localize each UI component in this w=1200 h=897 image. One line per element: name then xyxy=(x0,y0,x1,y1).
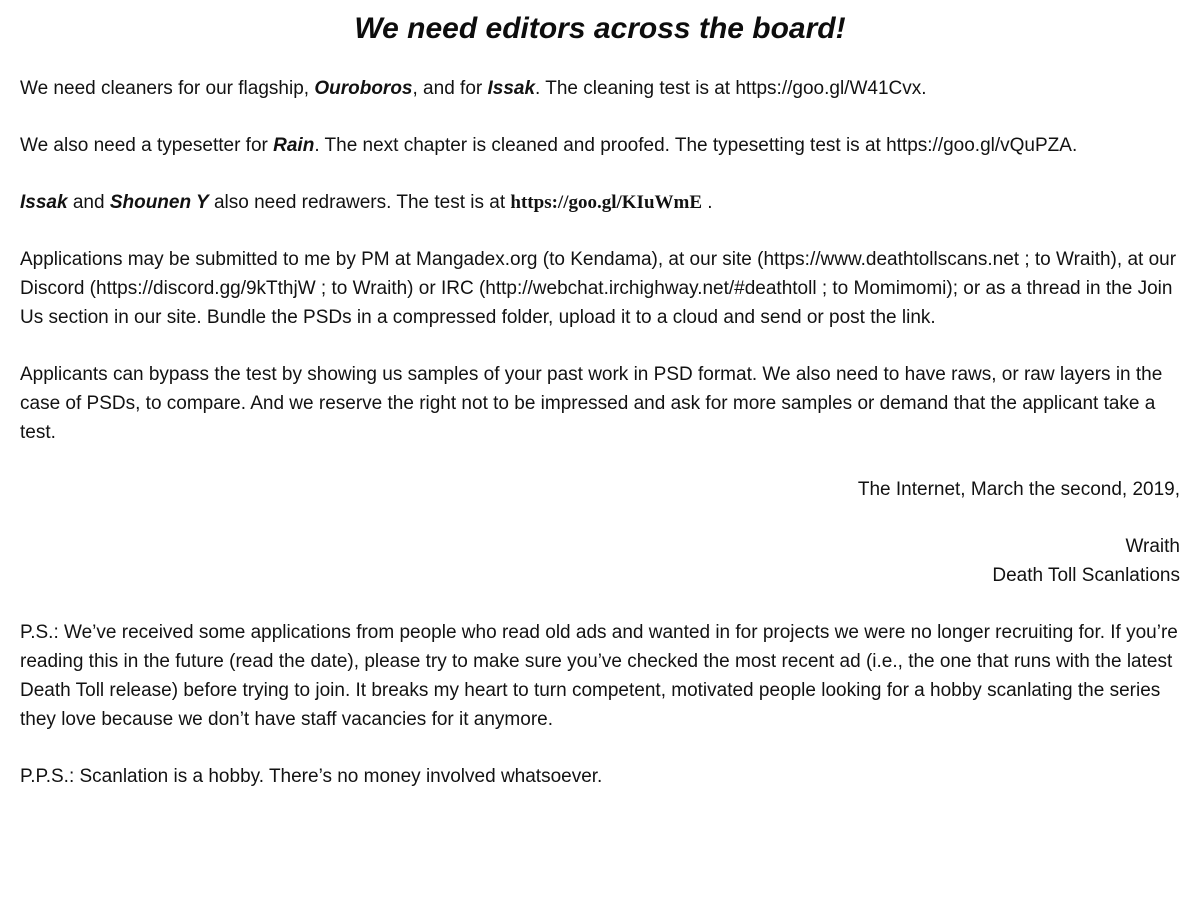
text-run: also need redrawers. The test is at xyxy=(208,192,511,213)
paragraph-cleaners xyxy=(20,74,1180,103)
text-run: Wraith xyxy=(1125,536,1180,557)
document-body xyxy=(20,74,1184,791)
text-run: We need cleaners for our flagship, xyxy=(20,78,315,99)
text-run: Death Toll Scanlations xyxy=(992,565,1180,586)
text-run: . The next chapter is cleaned and proofed. The typesetting test is at https://goo.gl/vQuPZA. xyxy=(314,135,1078,156)
paragraph-bypass xyxy=(20,360,1180,447)
text-run: Applicants can bypass the test by showing us samples of your past work in PSD format. We also need to have raws, or raw layers in the case of PSDs, to compare. And we reserve the right not to be impressed and ask for more samples or demand that the applicant take a test. xyxy=(20,364,1168,443)
dateline xyxy=(20,475,1180,504)
signature xyxy=(20,532,1180,590)
text-run: The Internet, March the second, 2019, xyxy=(857,479,1180,500)
post-postscript xyxy=(20,762,1180,791)
text-run: Shounen Y xyxy=(109,192,209,213)
postscript xyxy=(20,618,1184,734)
paragraph-typesetter xyxy=(20,131,1180,160)
paragraph-applications xyxy=(20,245,1180,332)
text-run: Rain xyxy=(273,135,315,156)
text-run: Issak xyxy=(20,192,68,213)
paragraph-redrawers xyxy=(20,188,1180,217)
text-run: https://goo.gl/KIuWmE xyxy=(510,192,703,213)
page-title: We need editors across the board! xyxy=(354,12,846,45)
text-run: Applications may be submitted to me by PM at Mangadex.org (to Kendama), at our site (https://www.deathtollscans.net ; to Wraith), at our Discord (https://discord.gg/9kTthjW ; to Wraith) or IRC (http://webchat.irchighway.net/#deathtoll ; to Momimomi); or as a thread in the Join Us section in our site. Bundle the PSDs in a compressed folder, upload it to a cloud and send or post the link. xyxy=(20,249,1182,328)
text-run: , and for xyxy=(412,78,488,99)
text-run: . xyxy=(702,192,713,213)
text-run: P.P.S.: Scanlation is a hobby. There’s no money involved whatsoever. xyxy=(20,766,603,787)
text-run: P.S.: We’ve received some applications from people who read old ads and wanted in for projects we were no longer recruiting for. If you’re reading this in the future (read the date), please try to make sure you’ve checked the most recent ad (i.e., the one that runs with the latest Death Toll release) before trying to join. It breaks my heart to turn competent, motivated people looking for a hobby scanlating the series they love because we don’t have staff vacancies for it anymore. xyxy=(20,622,1184,730)
text-run: . The cleaning test is at https://goo.gl/W41Cvx. xyxy=(535,78,927,99)
text-run: and xyxy=(67,192,110,213)
text-run: We also need a typesetter for xyxy=(20,135,274,156)
text-run: Issak xyxy=(487,78,536,99)
text-run: Ouroboros xyxy=(314,78,413,99)
